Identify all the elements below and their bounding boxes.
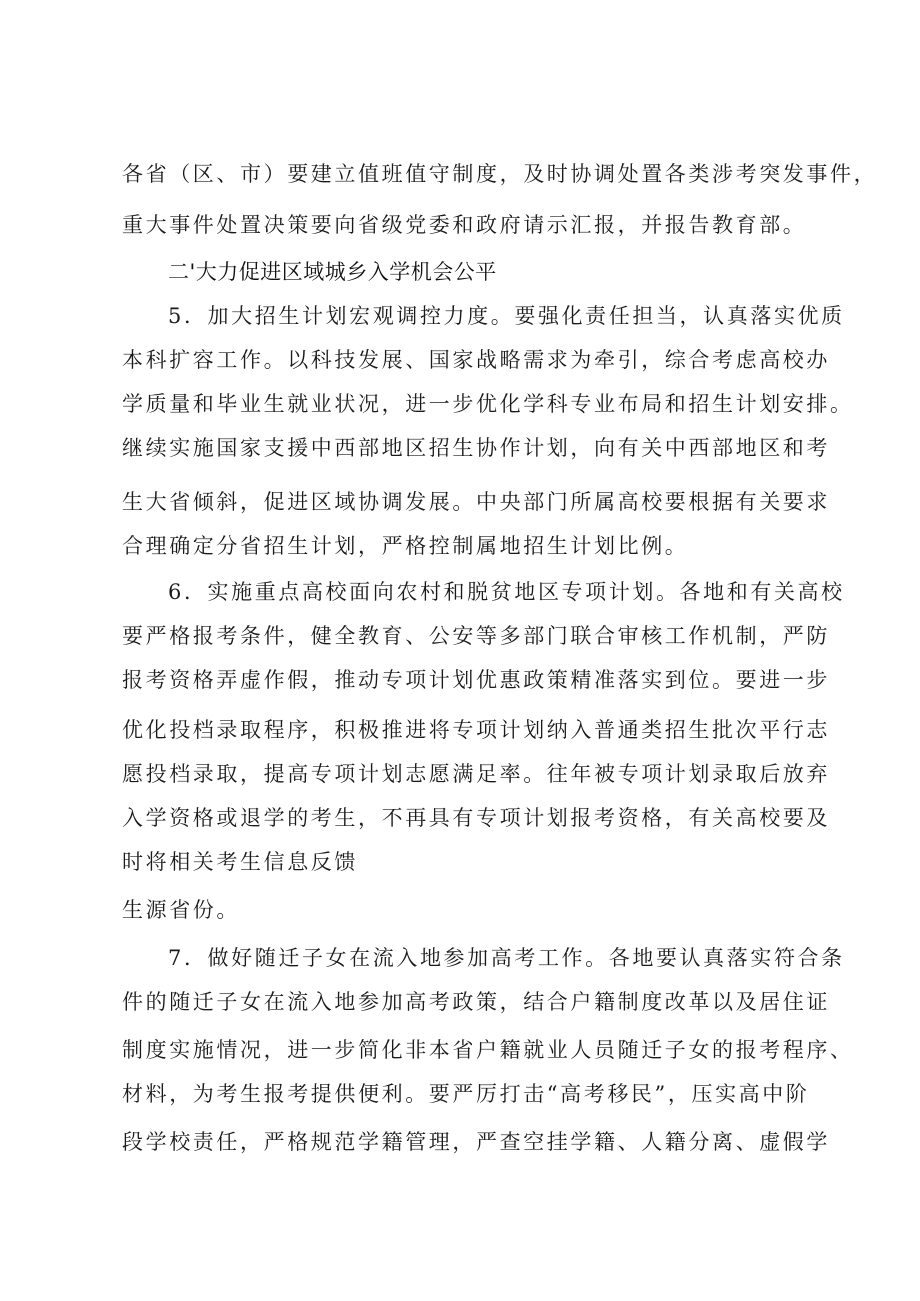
text-line: 报考资格弄虚作假，推动专项计划优惠政策精准落实到位。要进一步 — [122, 668, 830, 692]
text-line: 件的随迁子女在流入地参加高考政策，结合户籍制度改革以及居住证 — [122, 990, 830, 1014]
text-line: 各省（区、市）要建立值班值守制度，及时协调处置各类涉考突发事件， — [122, 162, 878, 186]
text-line: 愿投档录取，提高专项计划志愿满足率。往年被专项计划录取后放弃 — [122, 762, 830, 786]
text-line: 制度实施情况，进一步简化非本省户籍就业人员随迁子女的报考程序、 — [122, 1038, 854, 1062]
text-line: 要严格报考条件，健全教育、公安等多部门联合审核工作机制，严防 — [122, 624, 830, 648]
text-line: 生源省份。 — [122, 898, 240, 922]
paragraph-7-start: 7．做好随迁子女在流入地参加高考工作。各地要认真落实符合条 — [168, 946, 845, 970]
text-line: 入学资格或退学的考生，不再具有专项计划报考资格，有关高校要及 — [122, 806, 830, 830]
text-line: 材料，为考生报考提供便利。要严厉打击“高考移民”，压实高中阶 — [122, 1082, 810, 1106]
text-line: 段学校责任，严格规范学籍管理，严查空挂学籍、人籍分离、虚假学 — [122, 1130, 830, 1154]
text-line: 学质量和毕业生就业状况，进一步优化学科专业布局和招生计划安排。 — [122, 392, 854, 416]
text-line: 本科扩容工作。以科技发展、国家战略需求为牵引，综合考虑高校办 — [122, 348, 830, 372]
text-line: 生大省倾斜，促进区域协调发展。中央部门所属高校要根据有关要求 — [122, 490, 830, 514]
paragraph-6-start: 6．实施重点高校面向农村和脱贫地区专项计划。各地和有关高校 — [168, 580, 845, 604]
text-line: 重大事件处置决策要向省级党委和政府请示汇报，并报告教育部。 — [122, 213, 807, 237]
text-line: 时将相关考生信息反馈 — [122, 850, 358, 874]
text-line: 合理确定分省招生计划，严格控制属地招生计划比例。 — [122, 534, 689, 558]
paragraph-5-start: 5．加大招生计划宏观调控力度。要强化责任担当，认真落实优质 — [168, 304, 845, 328]
section-heading: 二'大力促进区域城乡入学机会公平 — [168, 260, 497, 284]
text-line: 继续实施国家支援中西部地区招生协作计划，向有关中西部地区和考 — [122, 436, 830, 460]
text-line: 优化投档录取程序，积极推进将专项计划纳入普通类招生批次平行志 — [122, 718, 830, 742]
